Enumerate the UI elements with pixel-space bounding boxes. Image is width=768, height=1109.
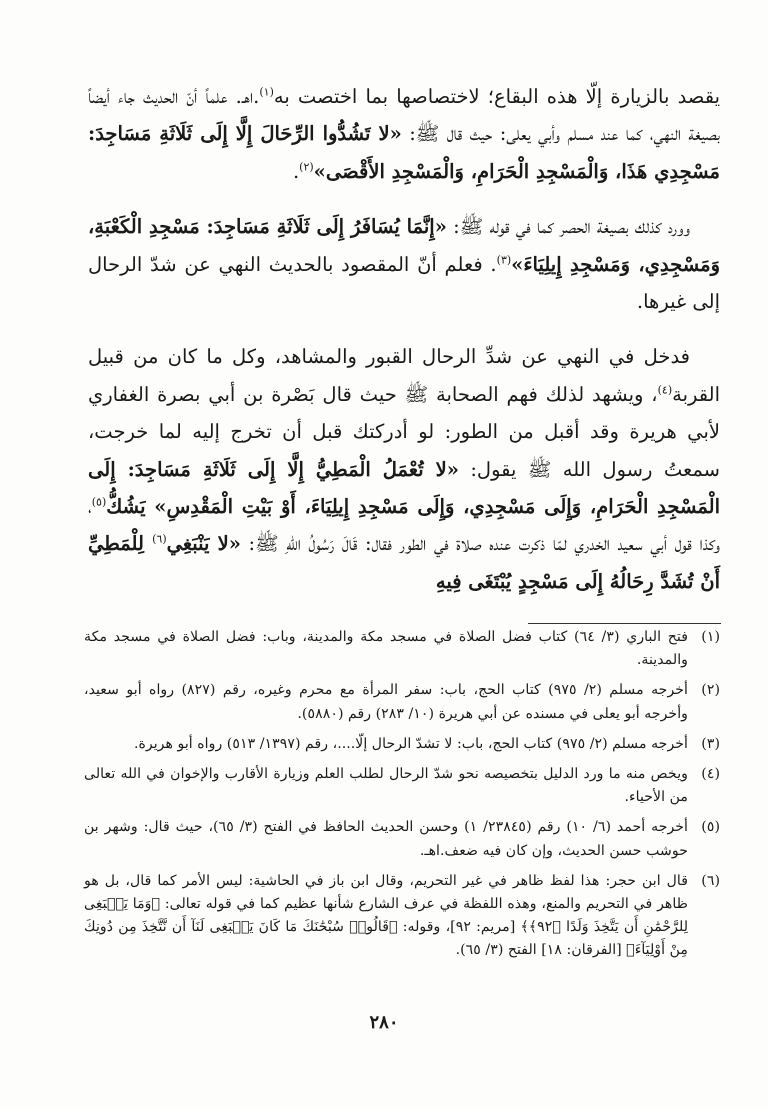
footnote-divider [528, 623, 721, 624]
footnote-ref-2[interactable]: (٢) [299, 160, 314, 174]
footnotes [84, 626, 720, 963]
p2-text: وورد كذلك بصيغة الحصر كما في قوله ﷺ: [446, 215, 691, 239]
footnote-number: (٣) [701, 735, 720, 752]
hadith-quote: «لا يَنْبَغِي [166, 532, 241, 556]
footnote-ref-4[interactable]: (٤) [657, 383, 673, 397]
p3-text: فدخل في النهي عن شدِّ الرحال القبور والمشاهد، وكل ما كان من قبيل القربة [88, 345, 720, 406]
footnote-number: (٢) [701, 682, 720, 699]
footnote-text: أخرجه مسلم (٢/ ٩٧٥) كتاب الحج، باب: لا تشدّ الرحال إلّا....، رقم (١٣٩٧/ ٥١٣) رواه أبو هريرة. [133, 735, 688, 752]
page-number: ٢٨٠ [369, 1012, 399, 1033]
hadith-quote: لِلْمَطِيِّ أَنْ تُشَدَّ رِحَالُهُ إِلَى مَسْجِدٍ يُبْتَغَى فِيهِ [88, 532, 720, 593]
footnote-ref-1[interactable]: (١) [259, 85, 274, 99]
footnote-ref-3[interactable]: (٣) [496, 253, 512, 267]
footnote-4 [84, 763, 720, 809]
hadith-quote: «لا تُعْمَلُ الْمَطِيُّ إِلَّا إِلَى ثَلَاثَةِ مَسَاجِدَ: إِلَى الْمَسْجِدِ الْحَرَامِ، وَإِلَى مَسْجِدِي، وَإِلَى مَسْجِدِ إِيلِيَاءَ، أَوْ بَيْتِ الْمَقْدِسِ» يَشُكُّ [88, 457, 720, 519]
footnote-text: أخرجه أحمد (٦/ ١٠) رقم (٢٣٨٤٥/ ١) وحسن الحديث الحافظ في الفتح (٣/ ٦٥)، حيث قال: وشهر بن حوشب حسن الحديث، وإن كان فيه ضعف.اهـ. [84, 819, 689, 859]
p3-text-cont2: ، وكذا قول أبي سعيد الخدري لمّا ذكرت عنده صلاة في الطور فقال: قَالَ رَسُولُ اللهِ ﷺ: [88, 495, 720, 556]
p1-end: . [292, 159, 300, 183]
p2-text-cont: . فعلم أنّ المقصود بالحديث النهي عن شدّ الرحال إلى غيرها. [88, 252, 720, 314]
paragraph-2 [88, 208, 720, 320]
footnote-number: (٦) [701, 872, 720, 889]
footnote-text: قال ابن حجر: هذا لفظ ظاهر في غير التحريم، وقال ابن باز في الحاشية: ليس الأمر كما قال، بل هو ظاهر في التحريم والمنع، وهذه اللفظة في عرف الشارع شأنها عظيم كما في قوله تعالى: ﴿وَمَا يَنۢبَغِى لِلرَّحْمَٰنِ أَن يَتَّخِذَ وَلَدًا ﴿٩٢﴾﴾ [مريم: ٩٢]، وقوله: ﴿قَالُوا۟ سُبْحَٰنَكَ مَا كَانَ يَنۢبَغِى لَنَآ أَن نَّتَّخِذَ مِن دُونِكَ مِنْ أَوْلِيَآءَ﴾ [الفرقان: ١٨] الفتح (٣/ ٦٥). [84, 872, 689, 959]
footnote-3 [84, 733, 720, 756]
footnote-ref-6[interactable]: (٦) [152, 532, 167, 546]
paragraph-1 [88, 78, 720, 190]
p3-text-cont: ، ويشهد لذلك فهم الصحابة ﷺ حيث قال بَصْرة بن أبي بصرة الغفاري لأبي هريرة وقد أقبل من الطور: لو أدركتك قبل أن تخرج إليه لما خرجت، سمعتُ رسول الله ﷺ يقول: [88, 382, 720, 481]
main-text [88, 78, 720, 600]
paragraph-3 [88, 338, 720, 600]
footnote-number: (٥) [701, 819, 720, 836]
footnote-text: ويخص منه ما ورد الدليل بتخصيصه نحو شدّ الرحال لطلب العلم وزيارة الأقارب والإخوان في الله تعالى من الأحياء. [84, 766, 688, 806]
footnote-5 [84, 816, 720, 862]
footnote-2 [84, 679, 720, 725]
p1-text-cont: .اهـ. علماً أنّ الحديث جاء أيضاً بصيغة النهي، كما عند مسلم وأبي يعلى: حيث قال ﷺ: [88, 85, 721, 146]
footnote-number: (١) [701, 629, 720, 645]
footnote-ref-5[interactable]: (٥) [91, 495, 107, 509]
footnote-6 [84, 870, 720, 963]
hadith-quote: «إِنَّمَا يُسَافَرُ إِلَى ثَلَاثَةِ مَسَاجِدَ: مَسْجِدِ الْكَعْبَةِ، وَمَسْجِدِي، وَمَسْجِدِ إِيلِيَاءَ» [88, 215, 720, 276]
footnote-number: (٤) [701, 766, 720, 783]
footnote-text: أخرجه مسلم (٢/ ٩٧٥) كتاب الحج، باب: سفر المرأة مع محرم وغيره، رقم (٨٢٧) رواه أبو سعيد، وأخرجه أبو يعلى في مسنده عن أبي هريرة (١٠/ ٢٨٣) رقم (٥٨٨٠). [84, 682, 688, 722]
footnote-text: فتح الباري (٣/ ٦٤) كتاب فضل الصلاة في مسجد مكة والمدينة، وباب: فضل الصلاة في مسجد مكة والمدينة. [84, 629, 688, 669]
footnote-1 [84, 626, 720, 672]
hadith-quote: «لا تَشُدُّوا الرِّحَالَ إِلَّا إِلَى ثَلَاثَةِ مَسَاجِدَ: مَسْجِدِي هَذَا، وَالْمَسْجِدِ الْحَرَامِ، وَالْمَسْجِدِ الأَقْصَى» [88, 122, 720, 183]
p1-text: يقصد بالزيارة إلّا هذه البقاع؛ لاختصاصها بما اختصت به [273, 85, 721, 108]
